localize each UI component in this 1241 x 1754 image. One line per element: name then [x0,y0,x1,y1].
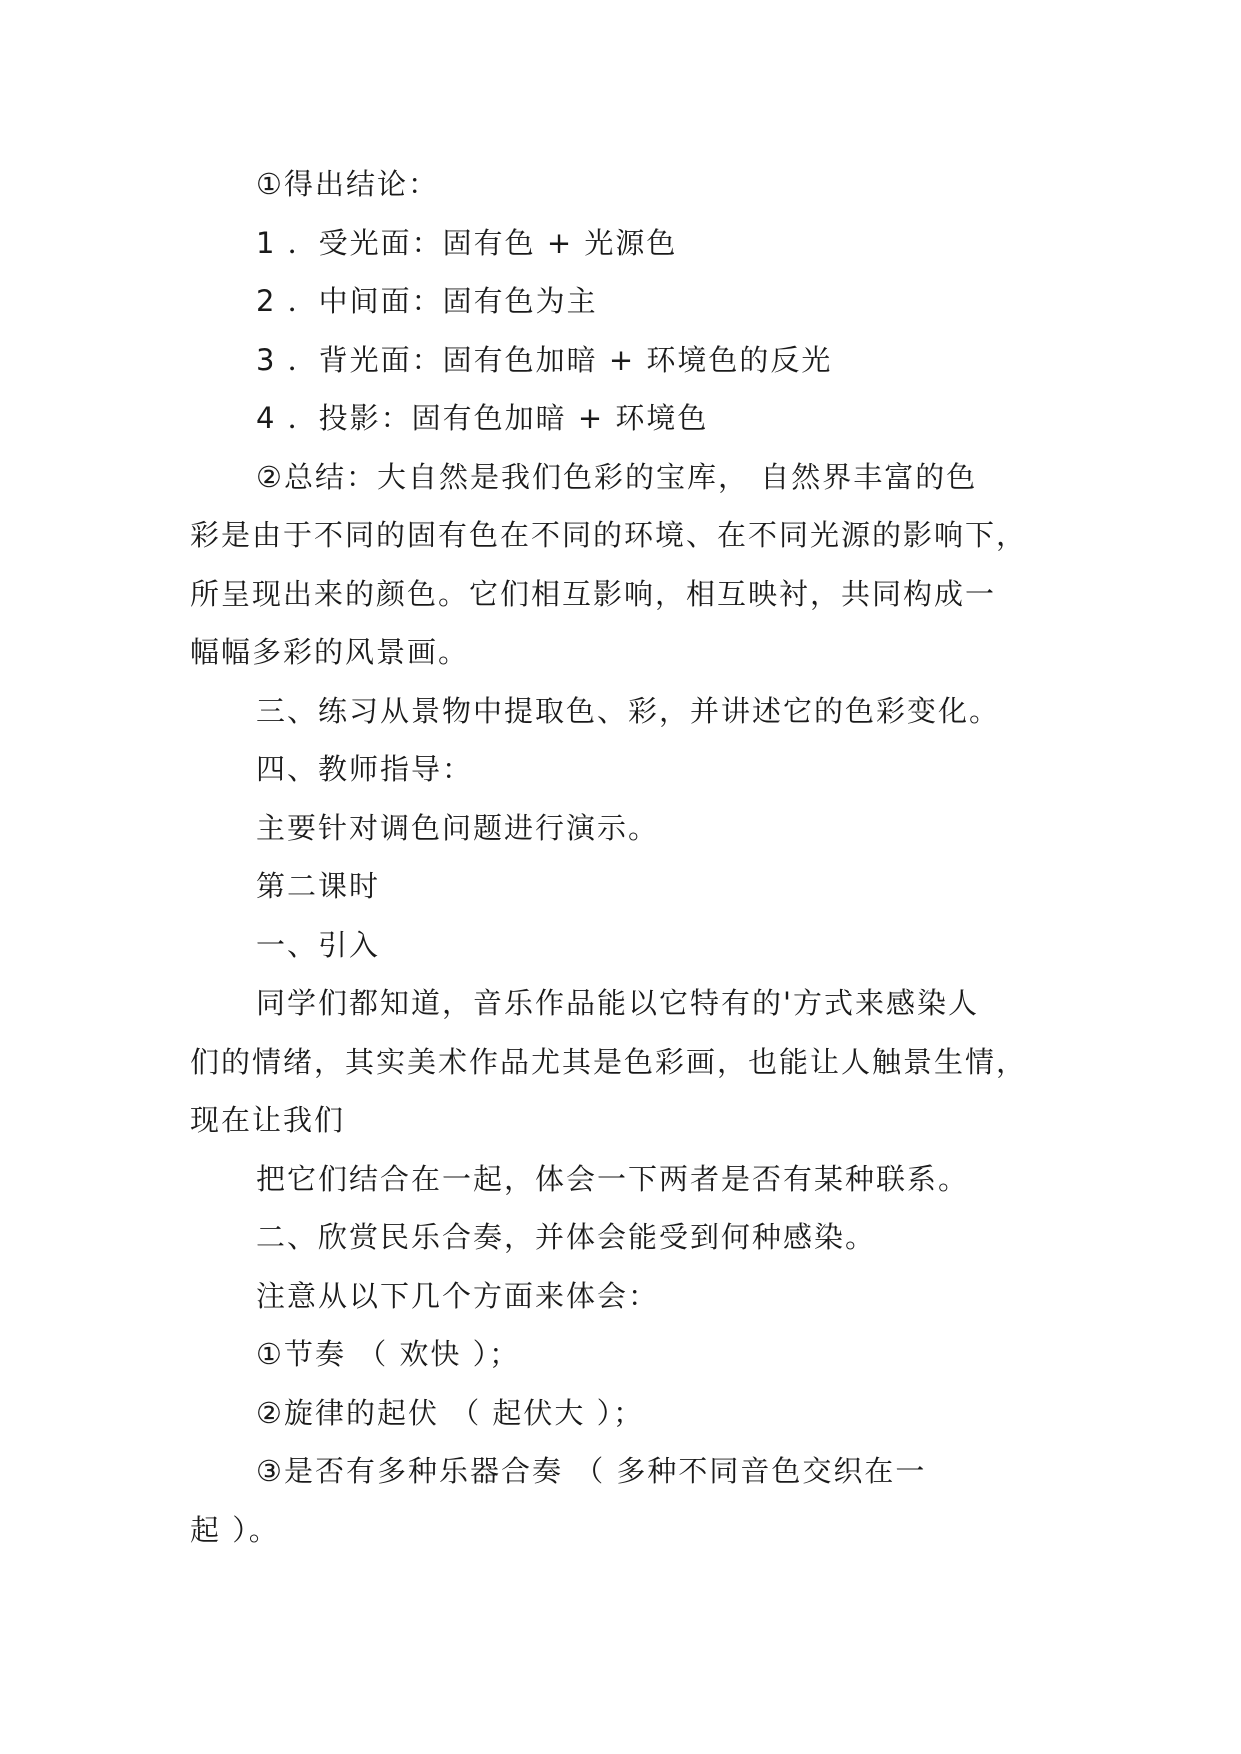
summary-line-1: ②总结：大自然是我们色彩的宝库， 自然界丰富的色 [256,459,978,494]
second-lesson-heading: 第二课时 [256,869,381,903]
intro-line-3: 现在让我们 [190,1103,346,1137]
intro-line-2: 们的情绪，其实美术作品尤其是色彩画，也能让人触景生情， [190,1044,1028,1079]
conclusion-heading: ①得出结论： [256,167,439,201]
section-two-heading: 二、欣赏民乐合奏，并体会能受到何种感染。 [256,1220,877,1254]
instruments-line-2: 起 ）。 [190,1512,280,1547]
teacher-guidance-text: 主要针对调色问题进行演示。 [256,810,660,845]
list-item-cast-shadow: 4 ．投影：固有色加暗 + 环境色 [256,401,709,435]
combine-paragraph: 把它们结合在一起，体会一下两者是否有某种联系。 [256,1161,970,1196]
list-item-melody: ②旋律的起伏 （ 起伏大 ）； [256,1395,645,1430]
list-item-rhythm: ①节奏 （ 欢快 ）； [256,1337,521,1371]
section-three-heading: 三、练习从景物中提取色、彩，并讲述它的色彩变化。 [256,693,1001,728]
attention-text: 注意从以下几个方面来体会： [256,1278,660,1313]
summary-line-4: 幅幅多彩的风景画。 [190,635,470,669]
intro-heading: 一、引入 [256,927,381,962]
summary-paragraph [190,448,1070,682]
intro-line-1: 同学们都知道，音乐作品能以它特有的'方式来感染人 [256,986,979,1020]
instruments-line-1: ③是否有多种乐器合奏 （ 多种不同音色交织在一 [256,1454,927,1488]
summary-line-2: 彩是由于不同的固有色在不同的环境、在不同光源的影响下， [190,518,1028,552]
summary-line-3: 所呈现出来的颜色。它们相互影响，相互映衬，共同构成一 [190,576,997,611]
list-item-middle-surface: 2 ．中间面：固有色为主 [256,284,598,318]
list-item-lit-surface: 1 ．受光面：固有色 + 光源色 [256,225,678,260]
list-item-shadow-surface: 3 ．背光面：固有色加暗 + 环境色的反光 [256,342,833,377]
document-body [190,155,1070,1559]
intro-paragraph [190,974,1070,1150]
instruments-paragraph [190,1442,1070,1559]
section-four-heading: 四、教师指导： [256,752,474,786]
